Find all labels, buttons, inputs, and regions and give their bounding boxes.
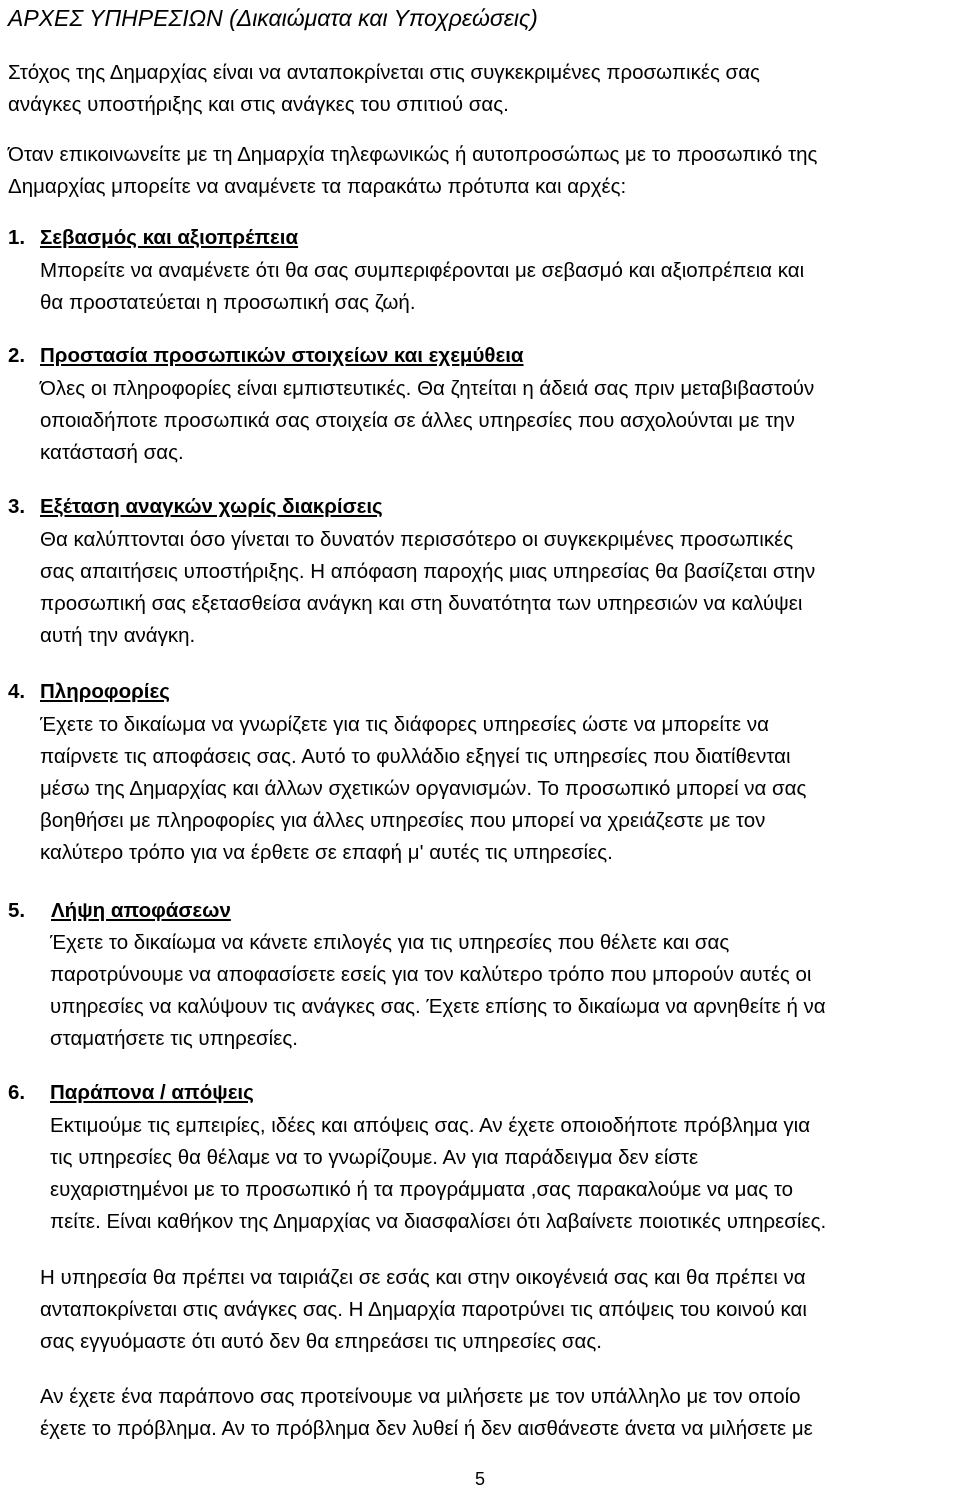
section-number: 3.	[8, 495, 26, 518]
text-line: μέσω της Δημαρχίας και άλλων σχετικών οργανισμών. Το προσωπικό μπορεί να σας	[40, 777, 807, 800]
text-line: ανταποκρίνεται στις ανάγκες σας. Η Δημαρχία παροτρύνει τις απόψεις του κοινού και	[40, 1298, 807, 1321]
section-4-heading	[8, 676, 170, 708]
section-1-body	[40, 255, 804, 319]
text-line: Στόχος της Δημαρχίας είναι να ανταποκρίνεται στις συγκεκριμένες προσωπικές σας	[8, 61, 760, 84]
text-line: οποιαδήποτε προσωπικά σας στοιχεία σε άλλες υπηρεσίες που ασχολούνται με την	[40, 409, 795, 432]
section-number: 4.	[8, 680, 26, 703]
section-title: Παράπονα / απόψεις	[50, 1081, 254, 1104]
intro2-paragraph	[8, 139, 817, 203]
section-3-heading	[8, 491, 383, 523]
section-number: 1.	[8, 226, 26, 249]
section-title: Σεβασμός και αξιοπρέπεια	[40, 226, 299, 249]
text-line: Εκτιμούμε τις εμπειρίες, ιδέες και απόψεις σας. Αν έχετε οποιοδήποτε πρόβλημα για	[50, 1114, 811, 1137]
text-line: σας απαιτήσεις υποστήριξης. Η απόφαση παροχής μιας υπηρεσίας θα βασίζεται στην	[40, 560, 816, 583]
text-line: παίρνετε τις αποφάσεις σας. Αυτό το φυλλάδιο εξηγεί τις υπηρεσίες που διατίθενται	[40, 745, 791, 768]
text-line: Δημαρχίας μπορείτε να αναμένετε τα παρακάτω πρότυπα και αρχές:	[8, 175, 627, 198]
section-number: 2.	[8, 344, 26, 367]
text-line: ευχαριστημένοι με το προσωπικό ή τα προγράμματα ,σας παρακαλούμε να μας το	[50, 1178, 794, 1201]
text-line: έχετε το πρόβλημα. Αν το πρόβλημα δεν λυθεί ή δεν αισθάνεστε άνετα να μιλήσετε με	[40, 1417, 813, 1440]
text-line: Έχετε το δικαίωμα να κάνετε επιλογές για τις υπηρεσίες που θέλετε και σας	[50, 931, 730, 954]
text-line: Η υπηρεσία θα πρέπει να ταιριάζει σε εσάς και στην οικογένειά σας και θα πρέπει να	[40, 1266, 806, 1289]
page-title: ΑΡΧΕΣ ΥΠΗΡΕΣΙΩΝ (Δικαιώματα και Υποχρεώσεις)	[8, 5, 538, 31]
text-line: Έχετε το δικαίωμα να γνωρίζετε για τις διάφορες υπηρεσίες ώστε να μπορείτε να	[40, 713, 769, 736]
text-line: σταματήσετε τις υπηρεσίες.	[50, 1027, 298, 1050]
section-1-heading	[8, 222, 298, 254]
page-number: 5	[474, 1469, 485, 1489]
section-title: Προστασία προσωπικών στοιχείων και εχεμύθεια	[40, 344, 524, 367]
section-title: Πληροφορίες	[40, 680, 170, 703]
text-line: Όλες οι πληροφορίες είναι εμπιστευτικές. Θα ζητείται η άδειά σας πριν μεταβιβαστούν	[40, 377, 815, 400]
section-title: Εξέταση αναγκών χωρίς διακρίσεις	[40, 495, 383, 518]
text-line: προσωπική σας εξετασθείσα ανάγκη και στη δυνατότητα των υπηρεσιών να καλύψει	[40, 592, 803, 615]
section-2-body	[40, 373, 814, 469]
closing-paragraph-1	[40, 1262, 807, 1358]
text-line: τις υπηρεσίες θα θέλαμε να το γνωρίζουμε. Αν για παράδειγμα δεν είστε	[50, 1146, 699, 1169]
text-line: Όταν επικοινωνείτε με τη Δημαρχία τηλεφωνικώς ή αυτοπροσώπως με το προσωπικό της	[8, 143, 818, 166]
section-5-body	[50, 927, 826, 1055]
section-5-heading	[8, 895, 231, 927]
section-6-body	[50, 1110, 826, 1238]
text-line: Αν έχετε ένα παράπονο σας προτείνουμε να μιλήσετε με τον υπάλληλο με τον οποίο	[40, 1385, 801, 1408]
section-number: 5.	[8, 899, 26, 922]
text-line: βοηθήσει με πληροφορίες για άλλες υπηρεσίες που μπορεί να χρειάζεστε με τον	[40, 809, 766, 832]
text-line: θα προστατεύεται η προσωπική σας ζωή.	[40, 291, 416, 314]
text-line: παροτρύνουμε να αποφασίσετε εσείς για τον καλύτερο τρόπο που μπορούν αυτές οι	[50, 963, 812, 986]
section-4-body	[40, 709, 806, 869]
text-line: κατάστασή σας.	[40, 441, 184, 464]
intro-paragraph	[8, 57, 760, 121]
text-line: Θα καλύπτονται όσο γίνεται το δυνατόν περισσότερο οι συγκεκριμένες προσωπικές	[40, 528, 794, 551]
text-line: υπηρεσίες να καλύψουν τις ανάγκες σας. Έχετε επίσης το δικαίωμα να αρνηθείτε ή να	[50, 995, 826, 1018]
section-3-body	[40, 524, 815, 652]
text-line: ανάγκες υποστήριξης και στις ανάγκες του σπιτιού σας.	[8, 93, 509, 116]
section-number: 6.	[8, 1081, 26, 1104]
text-line: πείτε. Είναι καθήκον της Δημαρχίας να διασφαλίσει ότι λαβαίνετε ποιοτικές υπηρεσίες.	[50, 1210, 827, 1233]
closing-paragraph-2	[40, 1381, 813, 1445]
text-line: σας εγγυόμαστε ότι αυτό δεν θα επηρεάσει τις υπηρεσίες σας.	[40, 1330, 602, 1353]
section-2-heading	[8, 340, 524, 372]
section-title: Λήψη αποφάσεων	[51, 899, 231, 922]
text-line: καλύτερο τρόπο για να έρθετε σε επαφή μ' αυτές τις υπηρεσίες.	[40, 841, 613, 864]
text-line: αυτή την ανάγκη.	[40, 624, 196, 647]
section-6-heading	[8, 1077, 254, 1109]
text-line: Μπορείτε να αναμένετε ότι θα σας συμπεριφέρονται με σεβασμό και αξιοπρέπεια και	[40, 259, 805, 282]
